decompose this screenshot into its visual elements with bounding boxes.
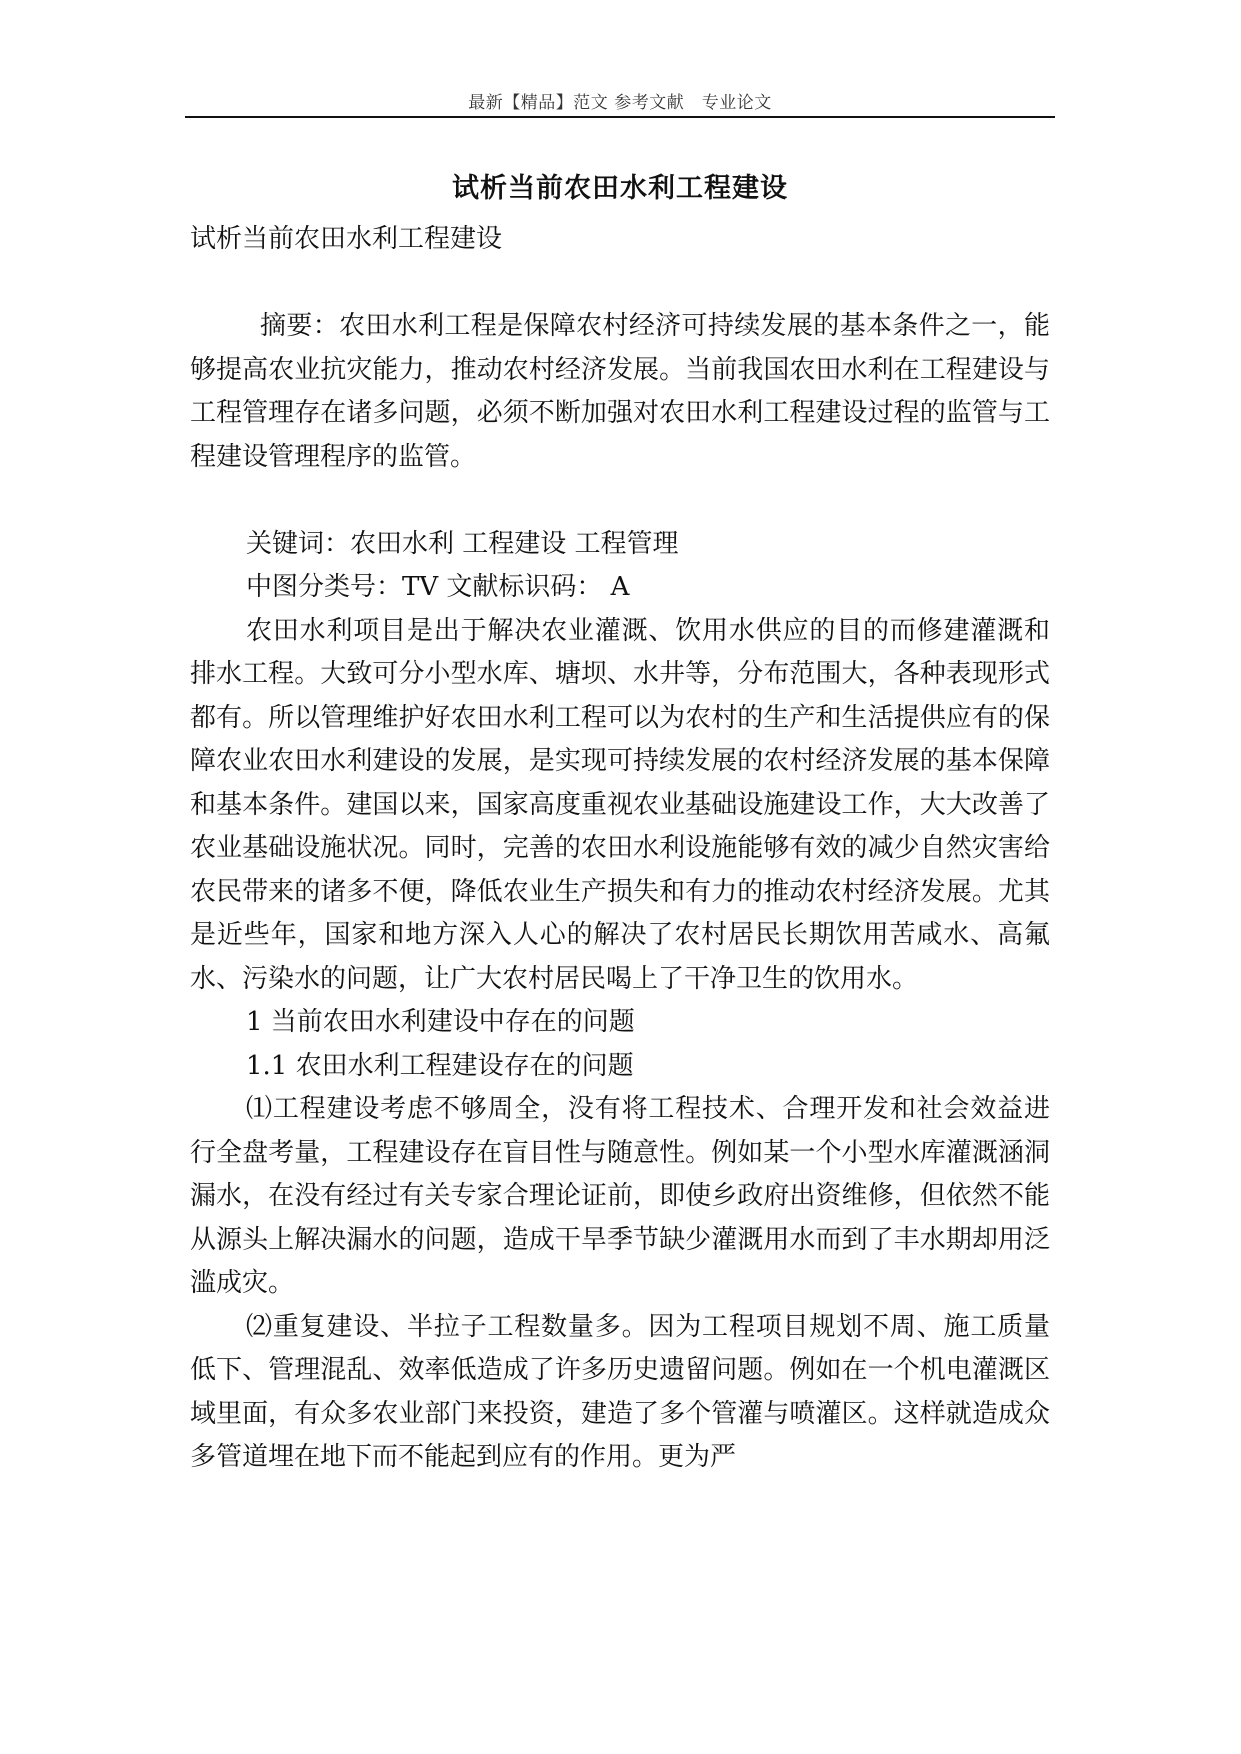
list-item-2: ⑵重复建设、半拉子工程数量多。因为工程项目规划不周、施工质量低下、管理混乱、效率低造成了许多历史遗留问题。例如在一个机电灌溉区域里面，有众多农业部门来投资，建造了多个管灌与喷灌区。这样就造成众多管道埋在地下而不能起到应有的作用。更为严 — [190, 1311, 1050, 1472]
classification-line: 中图分类号：TV 文献标识码： A — [246, 572, 630, 602]
page-header: 最新【精品】范文 参考文献 专业论文 — [468, 93, 772, 113]
list-item-1: ⑴工程建设考虑不够周全，没有将工程技术、合理开发和社会效益进行全盘考量，工程建设存在盲目性与随意性。例如某一个小型水库灌溉涵洞漏水，在没有经过有关专家合理论证前，即使乡政府出资维修，但依然不能从源头上解决漏水的问题，造成干旱季节缺少灌溉用水而到了丰水期却用泛滥成灾。 — [190, 1094, 1050, 1298]
body-paragraph: 农田水利项目是出于解决农业灌溉、饮用水供应的目的而修建灌溉和排水工程。大致可分小型水库、塘坝、水井等，分布范围大，各种表现形式都有。所以管理维护好农田水利工程可以为农村的生产和生活提供应有的保障农业农田水利建设的发展，是实现可持续发展的农村经济发展的基本保障和基本条件。建国以来，国家高度重视农业基础设施建设工作，大大改善了农业基础设施状况。同时，完善的农田水利设施能够有效的减少自然灾害给农民带来的诸多不便，降低农业生产损失和有力的推动农村经济发展。尤其是近些年，国家和地方深入人心的解决了农村居民长期饮用苦咸水、高氟水、污染水的问题，让广大农村居民喝上了干净卫生的饮用水。 — [190, 615, 1050, 994]
document-body — [190, 218, 1050, 1480]
keywords-line: 关键词：农田水利 工程建设 工程管理 — [246, 528, 679, 559]
document-title: 试析当前农田水利工程建设 — [452, 173, 788, 204]
header-divider — [185, 116, 1055, 118]
abstract-paragraph: 摘要：农田水利工程是保障农村经济可持续发展的基本条件之一，能够提高农业抗灾能力，推动农村经济发展。当前我国农田水利在工程建设与工程管理存在诸多问题，必须不断加强对农田水利工程建设过程的监管与工程建设管理程序的监管。 — [190, 311, 1050, 472]
subsection-heading: 1.1 农田水利工程建设存在的问题 — [246, 1050, 634, 1081]
document-subtitle: 试析当前农田水利工程建设 — [190, 224, 503, 254]
section-heading: 1 当前农田水利建设中存在的问题 — [246, 1007, 635, 1037]
